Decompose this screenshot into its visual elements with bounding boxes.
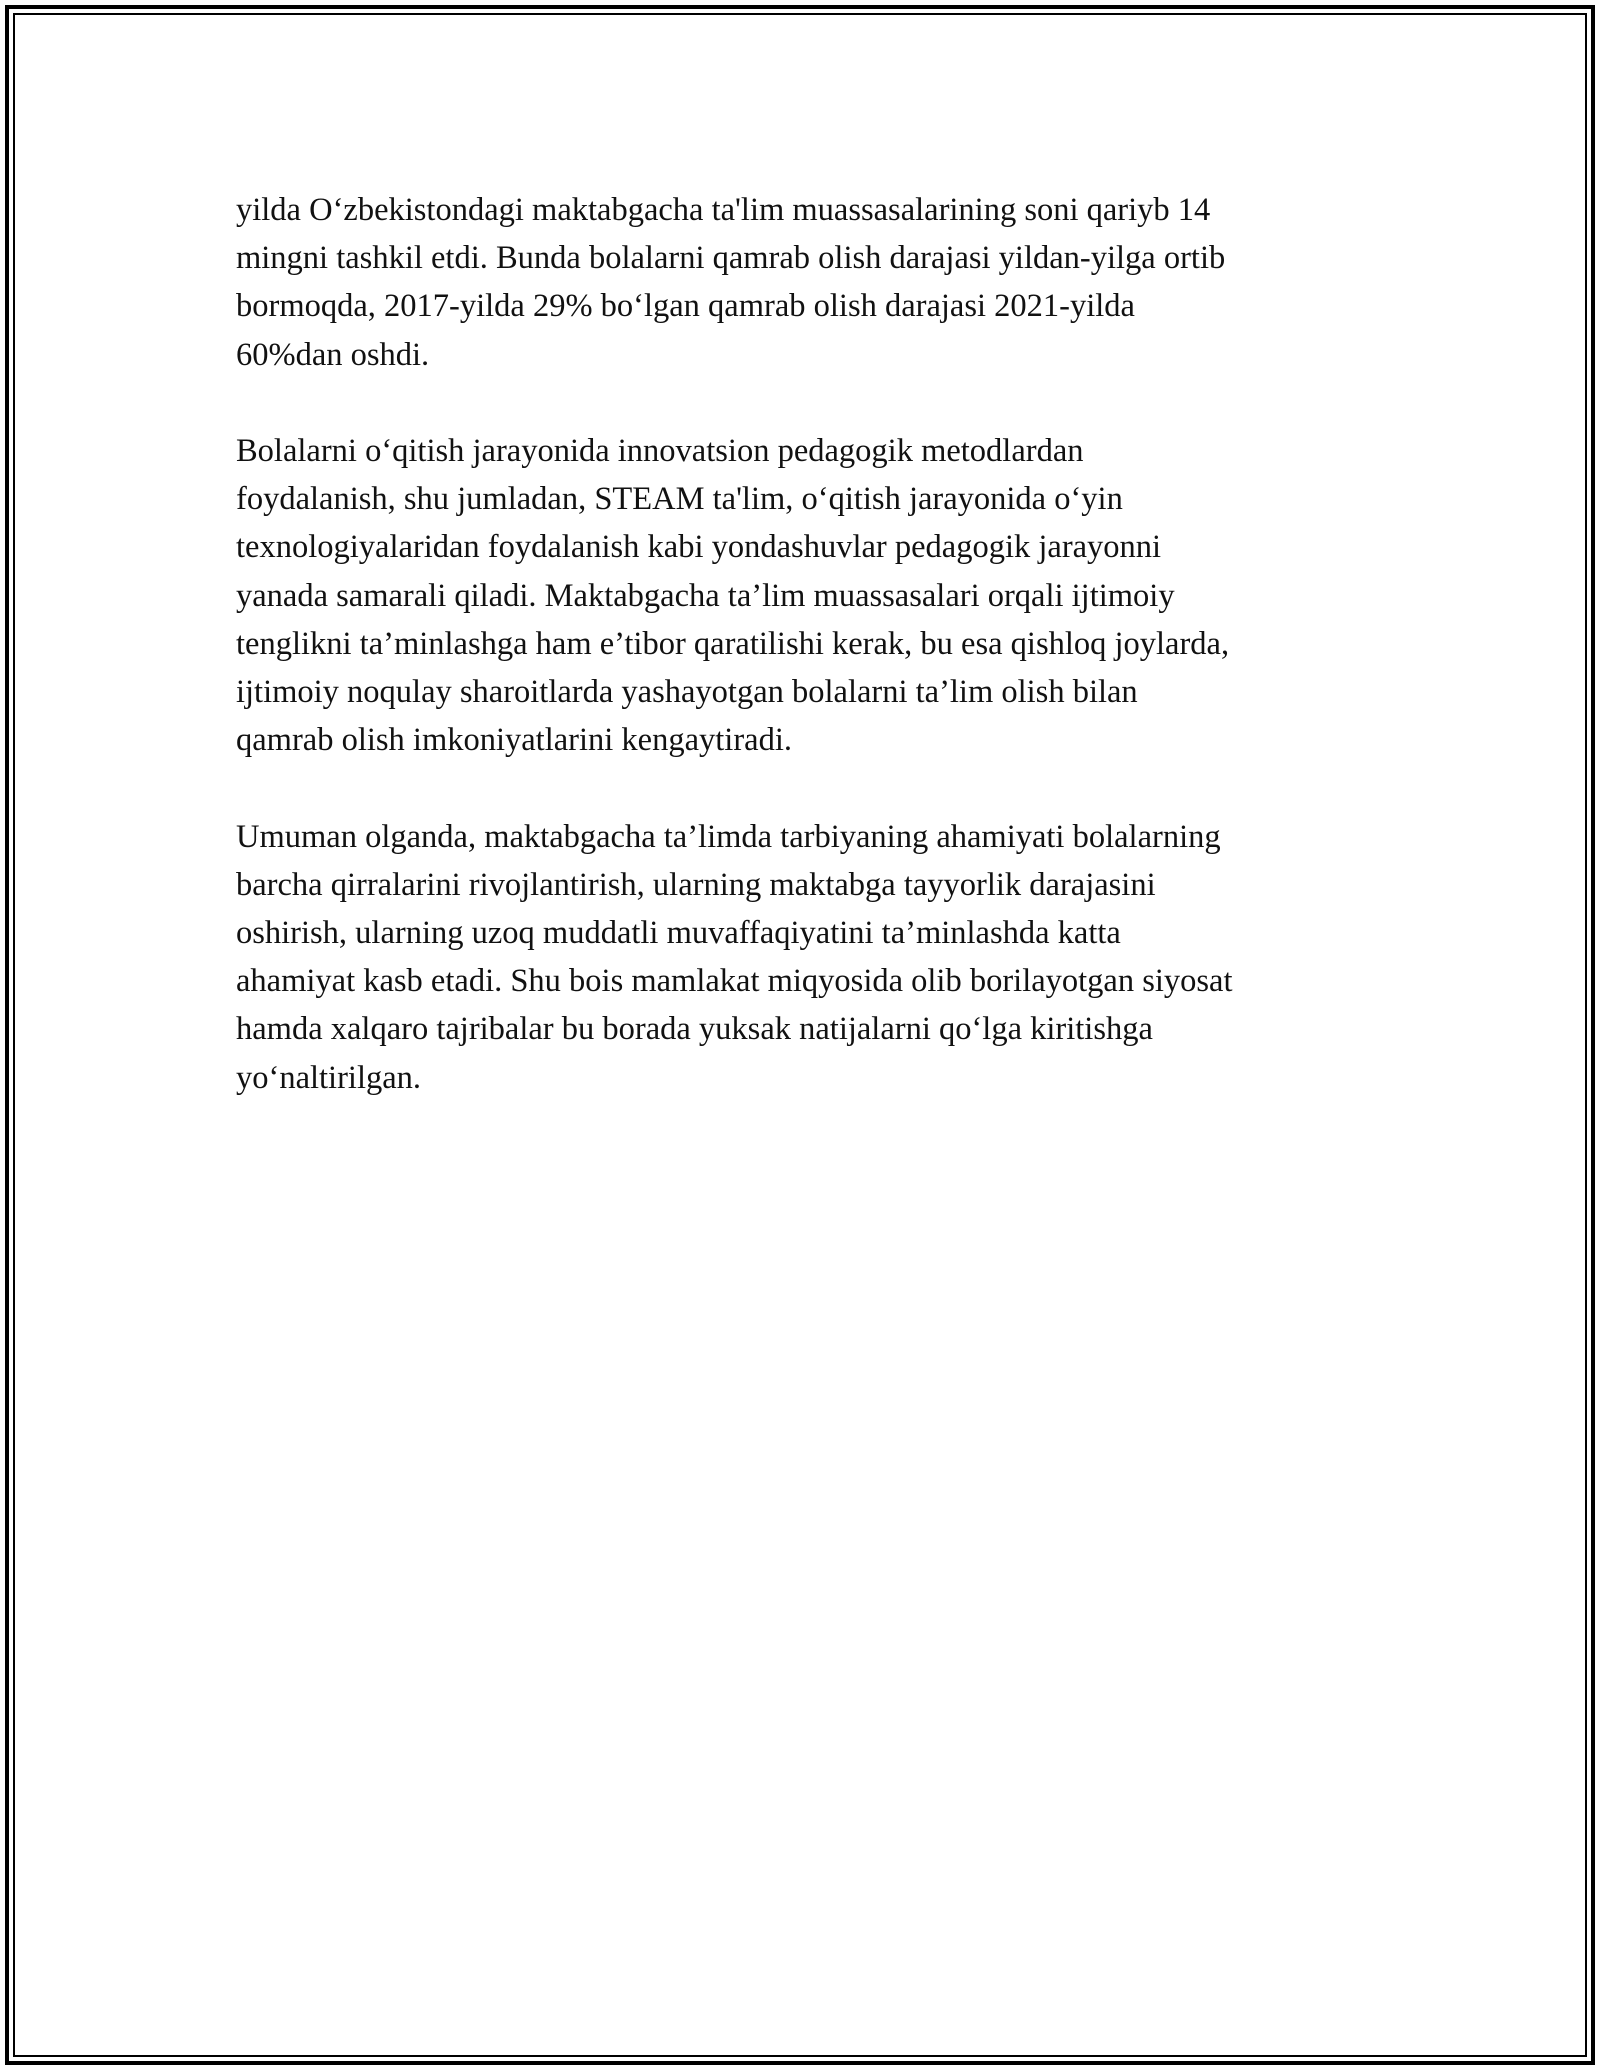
text-line: yilda O‘zbekistondagi maktabgacha ta'lim muassasalarining soni qariyb 14	[236, 192, 1211, 228]
text-line: hamda xalqaro tajribalar bu borada yuksak natijalarni qo‘lga kiritishga	[236, 1011, 1153, 1048]
text-line: barcha qirralarini rivojlantirish, ularning maktabga tayyorlik darajasini	[236, 866, 1156, 903]
text-line: mingni tashkil etdi. Bunda bolalarni qamrab olish darajasi yildan-yilga ortib	[236, 240, 1226, 277]
paragraph	[236, 186, 1396, 379]
text-line: 60%dan oshdi.	[236, 336, 430, 373]
text-line: foydalanish, shu jumladan, STEAM ta'lim, o‘qitish jarayonida o‘yin	[236, 481, 1123, 518]
text-line: oshirish, ularning uzoq muddatli muvaffaqiyatini ta’minlashda katta	[236, 915, 1121, 952]
document-body	[236, 186, 1396, 1150]
paragraph	[236, 813, 1396, 1102]
text-line: Umuman olganda, maktabgacha ta’limda tarbiyaning ahamiyati bolalarning	[236, 818, 1221, 855]
text-line: ahamiyat kasb etadi. Shu bois mamlakat miqyosida olib borilayotgan siyosat	[236, 963, 1233, 1000]
text-line: yo‘naltirilgan.	[236, 1059, 422, 1096]
text-line: bormoqda, 2017-yilda 29% bo‘lgan qamrab olish darajasi 2021-yilda	[236, 288, 1135, 325]
text-line: yanada samarali qiladi. Maktabgacha ta’lim muassasalari orqali ijtimoiy	[236, 577, 1175, 614]
text-line: texnologiyalaridan foydalanish kabi yondashuvlar pedagogik jarayonni	[236, 529, 1162, 566]
text-line: qamrab olish imkoniyatlarini kengaytiradi.	[236, 722, 792, 759]
text-line: Bolalarni o‘qitish jarayonida innovatsion pedagogik metodlardan	[236, 433, 1084, 469]
text-line: tenglikni ta’minlashga ham e’tibor qaratilishi kerak, bu esa qishloq joylarda,	[236, 625, 1230, 662]
paragraph	[236, 427, 1396, 764]
text-line: ijtimoiy noqulay sharoitlarda yashayotgan bolalarni ta’lim olish bilan	[236, 674, 1138, 711]
